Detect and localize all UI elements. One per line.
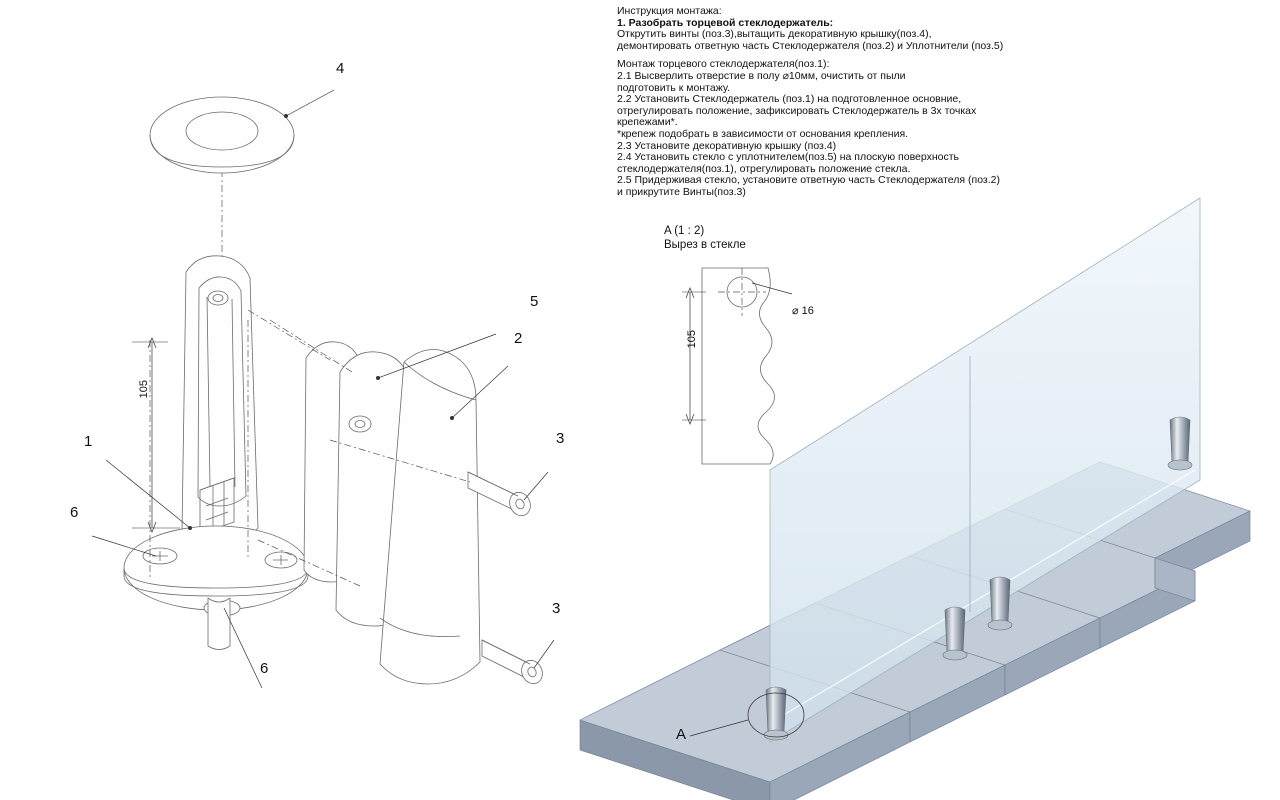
assembly-detail-marker-label: A	[676, 726, 687, 743]
instructions-step2-line-3: отрегулировать положение, зафиксировать Стеклодержатель в 3х точках	[617, 104, 977, 117]
part-4-decorative-cover	[150, 97, 294, 173]
instructions-step2-line-8: стеклодержателя(поз.1), отрегулировать положение стекла.	[617, 162, 911, 175]
part-1-glass-holder-body	[124, 256, 308, 650]
instructions-step2-line-1: подготовить к монтажу.	[617, 81, 730, 94]
exploded-assembly-drawing	[0, 20, 600, 780]
instructions-step2-line-4: крепежами*.	[617, 116, 678, 129]
callout-3-lower: 3	[552, 600, 561, 617]
part-2-counter-plate	[336, 349, 480, 684]
callout-6-upper: 6	[70, 504, 79, 521]
glass-holder-post-4	[1168, 417, 1192, 470]
glass-holder-post-3	[988, 577, 1012, 630]
detail-a-subtitle: Вырез в стекле	[664, 239, 746, 251]
callout-3-upper: 3	[556, 430, 565, 447]
instructions-step2-line-0: 2.1 Высверлить отверстие в полу ⌀10мм, очистить от пыли	[617, 69, 906, 82]
instructions-block	[617, 6, 1137, 199]
leader-6-lower	[224, 608, 262, 688]
glass-holder-post-1	[764, 687, 788, 740]
instructions-step2-line-9: 2.5 Придерживая стекло, установите ответную часть Стеклодержателя (поз.2)	[617, 174, 1000, 187]
part-3-screw-lower	[482, 640, 546, 687]
detail-a-diameter-label: ⌀ 16	[792, 305, 814, 317]
instructions-step2-line-5: *крепеж подобрать в зависимости от основания крепления.	[617, 127, 909, 140]
leader-1	[106, 460, 190, 528]
callout-2: 2	[514, 330, 523, 347]
leader-3-upper	[524, 472, 548, 500]
callout-4: 4	[336, 60, 345, 77]
leader-3-lower	[534, 640, 554, 668]
instructions-step1-line-0: Открутить винты (поз.3),вытащить декоративную крышку(поз.4),	[617, 28, 932, 41]
detail-a-height-label: 105	[686, 330, 698, 349]
instructions-heading: Инструкция монтажа:	[617, 5, 722, 17]
stair-railing-assembly	[570, 180, 1270, 800]
leader-4	[286, 90, 334, 116]
glass-holder-post-2	[943, 607, 967, 660]
instructions-step2-line-10: и прикрутите Винты(поз.3)	[617, 185, 746, 198]
instructions-step2-line-2: 2.2 Установить Стеклодержатель (поз.1) на подготовленное основние,	[617, 93, 962, 106]
dimension-label-105: 105	[138, 380, 150, 399]
instructions-step2-line-6: 2.3 Установите декоративную крышку (поз.4)	[617, 139, 837, 152]
callout-1: 1	[84, 433, 93, 450]
dimension-105	[132, 338, 180, 532]
detail-a-title: A (1 : 2)	[664, 225, 705, 237]
instructions-step2-line-7: 2.4 Установить стекло с уплотнителем(поз.5) на плоскую поверхность	[617, 151, 960, 164]
instructions-step2-title: Монтаж торцевого стеклодержателя(поз.1):	[617, 58, 830, 71]
instructions-step1-title: 1. Разобрать торцевой стеклодержатель:	[617, 16, 834, 29]
callout-6-lower: 6	[260, 660, 269, 677]
instructions-step1-line-1: демонтировать ответную часть Стеклодержателя (поз.2) и Уплотнители (поз.5)	[617, 39, 1004, 52]
callout-5: 5	[530, 293, 539, 310]
